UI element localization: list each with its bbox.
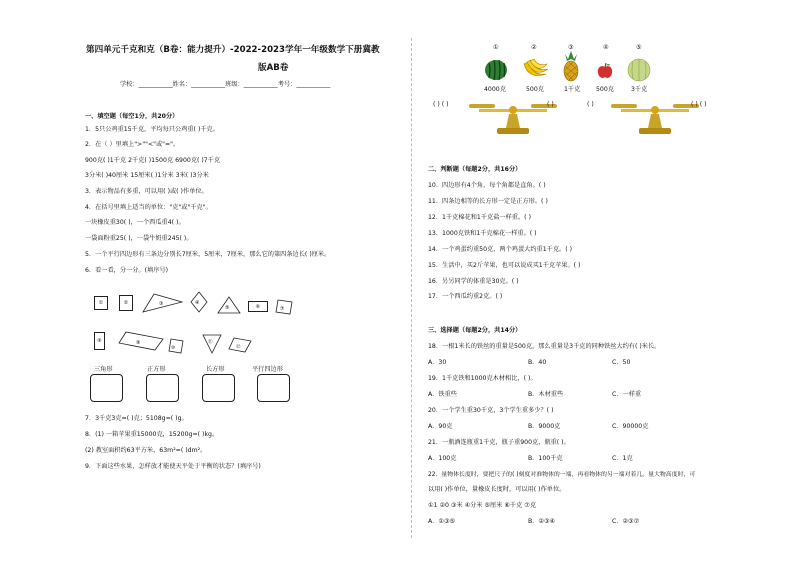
question-4-row1: 一块橡皮重30( )，一个西瓜重4( )。 <box>85 219 185 226</box>
choice-question-22-line1: 22．量物体长度时，要把尺子的( )刻度对准物体的一端，再看物体的另一端对着几。量大物高度时，可 <box>428 472 696 478</box>
choice-question-19: 19．1千克铁和1000克木材相比，( )。 <box>428 375 537 382</box>
question-8b: (2) 教室面积约63平方米，63m²=( )dm²。 <box>85 447 207 454</box>
choice-20-option-c: C．90000克 <box>612 423 649 430</box>
fruit-weight-3: 1千克 <box>564 86 581 93</box>
choice-20-option-a: A．90克 <box>428 423 453 430</box>
choice-question-21: 21．一瓶酒连瓶重1千克，瓶子重900克，瓶重( )。 <box>428 439 570 446</box>
question-6: 6．看一看，分一分。(填序号) <box>85 267 169 274</box>
question-2-row2: 3分米( )40厘米 15厘米( )1分米 3米( )3分米 <box>85 172 209 179</box>
question-8a: 8．(1) 一箱苹果重15000克，15200g=( )kg。 <box>85 431 219 438</box>
apple-icon <box>597 62 613 80</box>
choice-18-option-b: B．40 <box>528 359 547 366</box>
choice-21-option-b: B．100千克 <box>528 455 563 462</box>
question-7: 7．3千克3克=( )克；5108g=( )g。 <box>85 415 188 422</box>
question-1: 1．5只公鸡重15千克，平均每只公鸡重( )千克。 <box>85 126 219 133</box>
fruit-weight-5: 3千克 <box>631 86 648 93</box>
judge-item-12: 12．1千克棉花和1千克盐一样重。( ) <box>428 214 531 221</box>
banana-icon <box>521 56 549 82</box>
fruit-weight-1: 4000克 <box>484 86 506 93</box>
answer-box-rectangle[interactable] <box>202 374 235 402</box>
balance-scale-right-icon <box>607 94 703 140</box>
group-label-rectangle: 长方形 <box>206 366 225 373</box>
shape-rectangle-6: ⑥ <box>248 301 268 312</box>
choice-21-option-a: A．100克 <box>428 455 457 462</box>
svg-text:④: ④ <box>195 300 200 306</box>
watermelon-icon <box>483 56 509 82</box>
answer-box-square[interactable] <box>146 374 179 402</box>
choice-19-option-a: A．铁重些 <box>428 391 457 398</box>
question-3: 3．表示物品有多重，可以用( )或( )作单位。 <box>85 188 208 195</box>
column-divider <box>411 38 412 538</box>
shape-rectangle-2: ② <box>119 295 133 311</box>
choice-21-option-c: C．1克 <box>612 455 633 462</box>
answer-box-triangle[interactable] <box>90 374 123 402</box>
choice-19-option-c: C．一样重 <box>612 391 642 398</box>
student-info-line: 学校：___________姓名：___________班级：___________考号：___________ <box>120 81 331 88</box>
choice-question-22-line2: 以用( )作单位，量橡皮长度时，可以用( )作单位。 <box>428 486 566 493</box>
shape-square-7 <box>275 299 293 315</box>
shape-diamond-4 <box>190 291 208 313</box>
scale-left-blanks: ( ) ( ) <box>433 101 449 108</box>
svg-text:⑨: ⑨ <box>136 340 141 346</box>
fruit-number-4: ④ <box>603 44 609 51</box>
judge-item-17: 17．一个西瓜约重2克。( ) <box>428 293 503 300</box>
judge-item-11: 11．四条边相等的长方形一定是正方形。( ) <box>428 198 548 205</box>
melon-icon <box>626 56 652 82</box>
judge-item-14: 14．一个鸡蛋约重50克，两个鸡蛋大约重1千克。( ) <box>428 246 573 253</box>
judge-item-16: 16．另另同学的体重是30克。( ) <box>428 278 519 285</box>
shape-square-1: ① <box>94 296 108 310</box>
section1-heading: 一、填空题（每空1分，共20分） <box>85 113 179 120</box>
exam-title-line2: 版AB卷 <box>258 63 289 73</box>
choice-18-option-a: A．30 <box>428 359 447 366</box>
svg-text:⑤: ⑤ <box>225 305 230 311</box>
question-2: 2．在（ ）里填上">""<"或"="。 <box>85 141 180 148</box>
shape-triangle-5 <box>217 296 241 314</box>
question-4: 4．在括号里填上适当的单位："克"或"千克"。 <box>85 204 212 211</box>
pineapple-icon <box>561 50 581 82</box>
question-4-row2: 一袋面粉重25( )，一袋牛奶重245( )。 <box>85 235 193 242</box>
group-label-square: 正方形 <box>147 366 166 373</box>
question-9: 9．下面这些水果，怎样放才能使天平处于平衡的状态？(填序号) <box>85 463 261 470</box>
exam-title-line1: 第四单元千克和克（B卷：能力提升）-2022-2023学年一年级数学下册冀教 <box>86 45 380 55</box>
judge-item-15: 15．生活中，买2斤苹果，也可以说成买1千克苹果。( ) <box>428 262 581 269</box>
shape-triangle-3 <box>142 292 184 314</box>
scale-left-blanks-b: ( ) <box>547 101 554 108</box>
judge-item-13: 13．1000克铁和1千克棉花一样重。( ) <box>428 230 537 237</box>
scale-right-blanks: ( ) <box>587 101 594 108</box>
question-2-row1: 900克( )1千克 2千克( )1500克 6900克( )7千克 <box>85 157 221 164</box>
svg-text:⑪: ⑪ <box>208 340 213 345</box>
group-label-parallelogram: 平行四边形 <box>252 366 283 373</box>
fruit-number-3: ③ <box>568 44 574 51</box>
answer-box-parallelogram[interactable] <box>257 374 290 402</box>
shape-square-10 <box>168 338 184 354</box>
choice-22-items: ①1 ②0 ③米 ④分米 ⑤厘米 ⑥千克 ⑦克 <box>428 502 537 509</box>
fruit-number-5: ⑤ <box>636 44 642 51</box>
shape-triangle-11 <box>202 334 222 354</box>
svg-text:⑫: ⑫ <box>236 345 241 350</box>
section3-heading: 三、选择题（每题2分，共14分） <box>428 327 522 334</box>
svg-text:⑦: ⑦ <box>280 306 285 312</box>
choice-19-option-b: B．木材重些 <box>528 391 564 398</box>
choice-question-18: 18．一根1米长的铁丝的重量是500克，那么重量是3千克的同种铁丝大约有( )米长。 <box>428 343 661 350</box>
svg-text:③: ③ <box>159 301 164 307</box>
choice-22-option-c: C．②③⑦ <box>612 518 640 525</box>
choice-22-option-a: A．①③⑤ <box>428 518 456 525</box>
shape-parallelogram-12 <box>228 336 252 354</box>
judge-item-10: 10．四边形有4个角，每个角都是直角。( ) <box>428 182 546 189</box>
shape-parallelogram-9 <box>118 330 164 352</box>
fruit-number-2: ② <box>531 44 537 51</box>
choice-22-option-b: B．②③④ <box>528 518 556 525</box>
group-label-triangle: 三角形 <box>94 366 113 373</box>
svg-text:⑩: ⑩ <box>171 346 176 351</box>
fruit-weight-4: 500克 <box>596 86 614 93</box>
fruit-number-1: ① <box>493 44 499 51</box>
choice-question-20: 20．一个学生重30千克，3个学生重多少？( ) <box>428 407 554 414</box>
fruit-weight-2: 500克 <box>526 86 544 93</box>
section2-heading: 二、判断题（每题2分，共16分） <box>428 166 522 173</box>
shape-rectangle-8: ⑧ <box>94 332 105 350</box>
scale-right-blanks-b: ( ) ( ) <box>691 101 707 108</box>
question-5: 5．一个平行四边形有三条边分别长7厘米，5厘米，7厘米，那么它的第四条边长( )厘米。 <box>85 251 331 258</box>
choice-18-option-c: C．50 <box>612 359 631 366</box>
choice-20-option-b: B．9000克 <box>528 423 561 430</box>
